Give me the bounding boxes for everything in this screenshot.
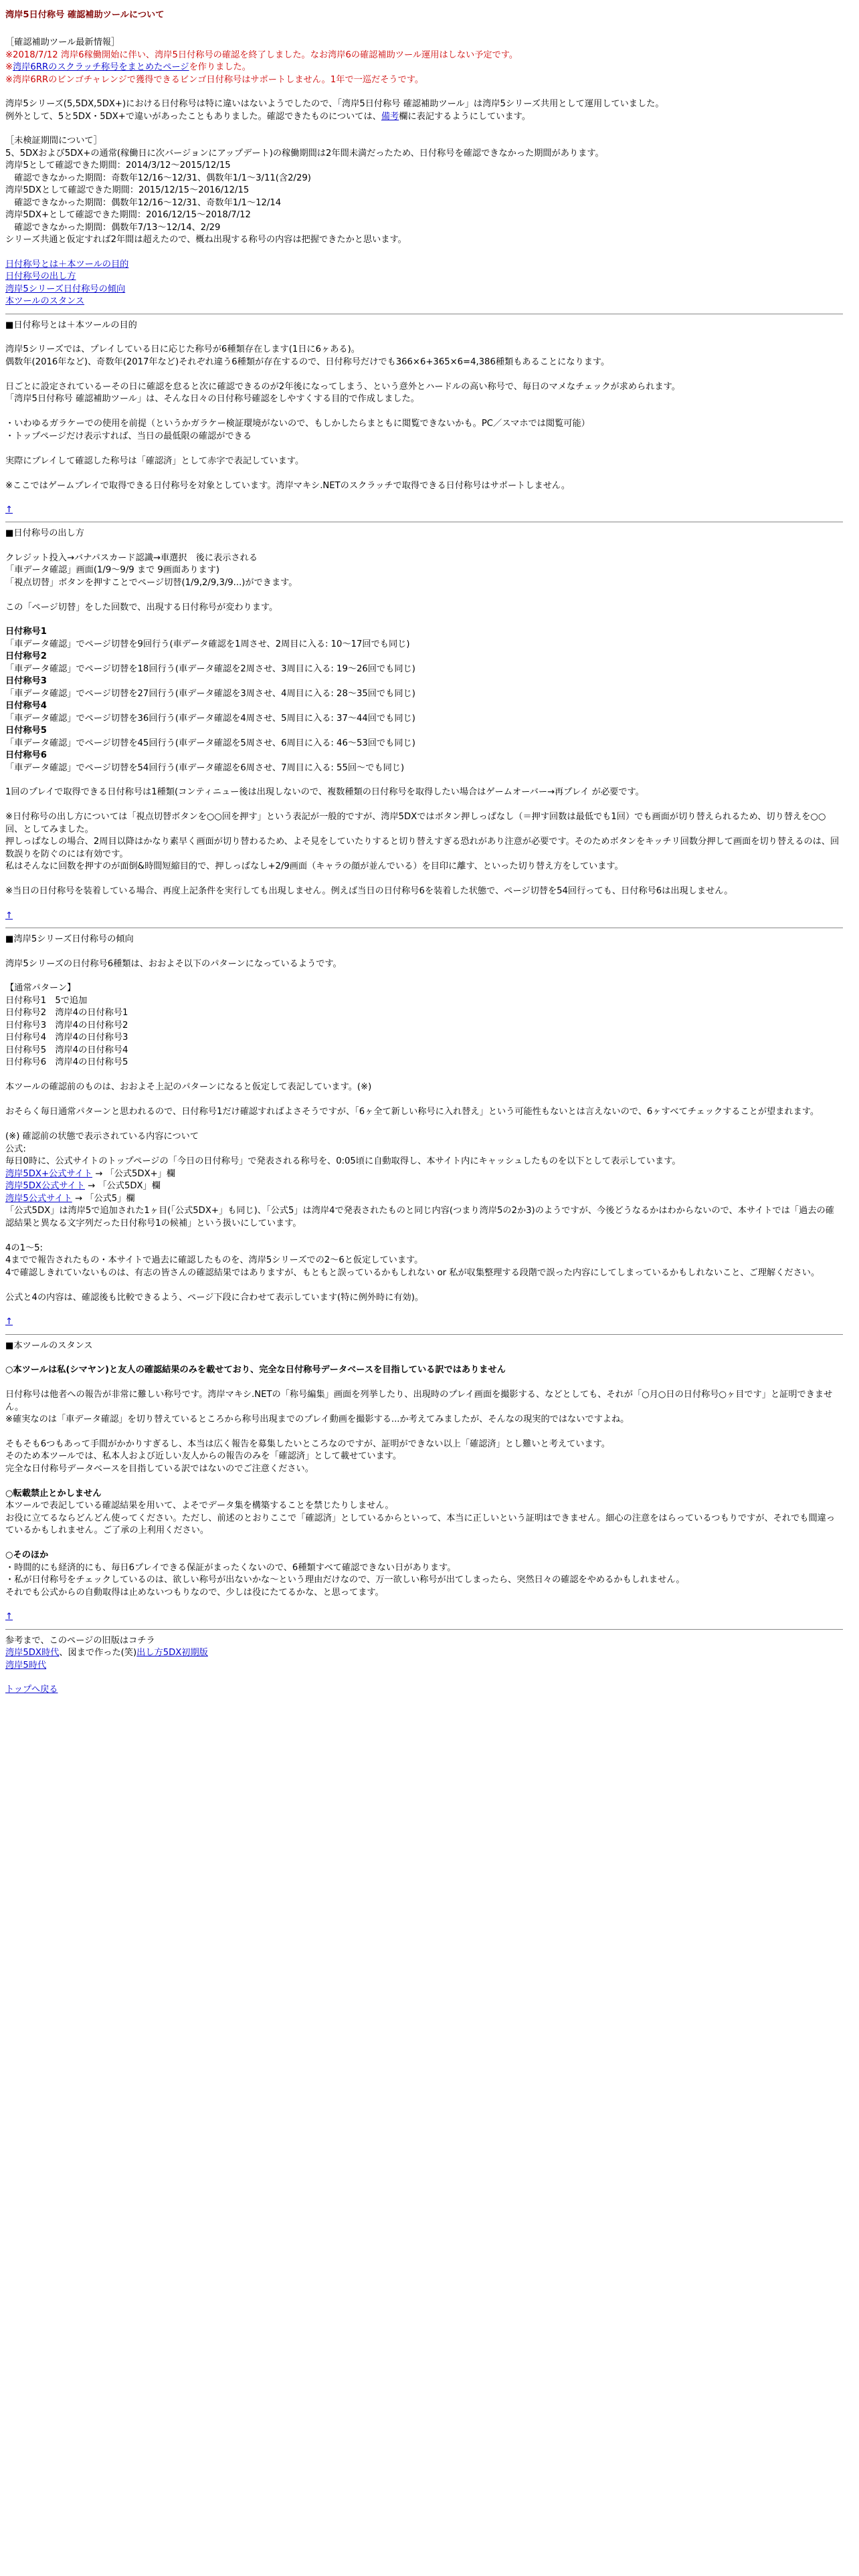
old-5-link[interactable]: 湾岸5時代 <box>5 1660 47 1671</box>
text-line: ・いわゆるガラケーでの使用を前提（というかガラケー検証環境がないので、もしかしたらまともに閲覧できないかも。PC／スマホでは閲覧可能） <box>5 419 590 429</box>
text-line: 湾岸5シリーズの日付称号6種類は、おおよそ以下のパターンになっているようです。 <box>5 958 342 969</box>
exception-note <box>5 111 843 123</box>
section-body <box>5 1377 843 1488</box>
section-body <box>5 344 843 492</box>
title-number-heading: 日付称号3 <box>5 676 47 687</box>
text-line: 日付称号は他者への報告が非常に難しい称号です。湾岸マキシ.NETの「称号編集」画面を列挙したり、出現時のプレイ画面を撮影する、などとしても、それが「○月○日の日付称号○ヶ目です」と証明できません。 <box>5 1390 833 1412</box>
title-number-method: 「車データ確認」でページ切替を27回行う(車データ確認を3周させ、4周目に入る: 28〜35回でも同じ) <box>5 688 415 699</box>
scratch-notice <box>5 62 843 74</box>
text-line <box>5 1279 843 1291</box>
toc-item <box>5 296 843 308</box>
section-title: ■日付称号とは＋本ツールの目的 <box>5 320 137 330</box>
text-line: 日付称号6 湾岸4の日付称号5 <box>5 1057 128 1068</box>
divider <box>5 1334 843 1335</box>
old-version-links-2 <box>5 1660 843 1672</box>
text-line <box>5 799 843 811</box>
official-site-row <box>5 1168 843 1180</box>
text-line: シリーズ共通と仮定すれば2年間は超えたので、概ね出現する称号の内容は把握できたかと思います。 <box>5 235 407 245</box>
text-line: おそらく毎日通常パターンと思われるので、日付称号1だけ確認すればよさそうですが、「6ヶ全て新しい称号に入れ替え」という可能性もないとは言えないので、6ヶすべてチェックすることが望まれます。 <box>5 1107 820 1117</box>
text-line <box>5 443 843 455</box>
official-site-row <box>5 1193 843 1205</box>
text-line <box>5 970 843 982</box>
bingo-notice: ※湾岸6RRのビンゴチャレンジで獲得できるビンゴ日付称号はサポートしません。1年で一巡だそうです。 <box>5 74 424 85</box>
title-number-heading: 日付称号6 <box>5 750 47 761</box>
official-site-link[interactable]: 湾岸5DX+公式サイト <box>5 1168 93 1179</box>
title-number-method: 「車データ確認」でページ切替を54回行う(車データ確認を6周させ、7周目に入る: 55回〜でも同じ) <box>5 762 405 773</box>
text-line <box>5 1426 843 1438</box>
text-line: ※確実なのは「車データ確認」を切り替えているところから称号出現までのプレイ動画を撮影する...か考えてみましたが、そんなの現実的ではないですよね。 <box>5 1414 630 1424</box>
text-line: 本ツールの確認前のものは、おおよそ上記のパターンになると仮定して表記しています。(※) <box>5 1082 372 1093</box>
section-title: ■日付称号の出し方 <box>5 528 84 539</box>
title-number-heading: 日付称号5 <box>5 726 47 736</box>
text-line: 1回のプレイで取得できる日付称号は1種類(コンティニュー後は出現しないので、複数種類の日付称号を取得したい場合はゲームオーバー→再プレイ が必要です。 <box>5 787 644 798</box>
text-line: ※ここではゲームプレイで取得できる日付称号を対象としています。湾岸マキシ.NETのスクラッチで取得できる日付称号はサポートしません。 <box>5 480 571 491</box>
text-line: 湾岸5DXとして確認できた期間：2015/12/15〜2016/12/15 <box>5 185 250 196</box>
text-line: 毎日0時に、公式サイトのトップページの「今日の日付称号」で発表される称号を、0:05頃に自動取得し、本サイト内にキャッシュしたものを以下として表示しています。 <box>5 1156 681 1167</box>
text-line: 「視点切替」ボタンを押すことでページ切替(1/9,2/9,3/9...)ができます。 <box>5 577 298 588</box>
footer <box>5 1635 843 1697</box>
text-line <box>5 873 843 885</box>
text-line <box>5 406 843 418</box>
back-to-top-arrow[interactable]: ↑ <box>5 1612 13 1622</box>
exception-note-prefix: 例外として、5と5DX・5DX+で違いがあったこともありました。確認できたものについては、 <box>5 111 381 122</box>
toc-item <box>5 284 843 296</box>
text-line <box>5 1377 843 1389</box>
text-line: 日ごとに設定されているーその日に確認を怠ると次に確認できるのが2年後になってしまう、という意外とハードルの高い称号で、毎日のマメなチェックが求められます。 <box>5 381 680 392</box>
section-title: ■本ツールのスタンス <box>5 1340 93 1351</box>
toc-link[interactable]: 本ツールのスタンス <box>5 296 85 307</box>
title-number-method: 「車データ確認」でページ切替を45回行う(車データ確認を5周させ、6周目に入る: 46〜53回でも同じ) <box>5 738 415 748</box>
text-line: 日付称号3 湾岸4の日付称号2 <box>5 1020 128 1031</box>
text-line: 4までで報告されたもの・本サイトで過去に確認したものを、湾岸5シリーズでの2〜6と仮定しています。 <box>5 1255 423 1266</box>
text-line: ※日付称号の出し方については「視点切替ボタンを○○回を押す」という表記が一般的ですが、湾岸5DXではボタン押しっぱなし（＝押す回数は最低でも1回）でも画面が切り替えられるため、切り替えを○○回、としてみました。 <box>5 812 826 835</box>
text-line: 日付称号4 湾岸4の日付称号3 <box>5 1033 128 1043</box>
section-body <box>5 552 843 614</box>
text-line: 本ツールで表記している確認結果を用いて、よそでデータ集を構築することを禁じたりしません。 <box>5 1501 394 1511</box>
text-line: ※当日の日付称号を装着している場合、再度上記条件を実行しても出現しません。例えば当日の日付称号6を装着した状態で、ページ切替を54回行っても、日付称号6は出現しません。 <box>5 886 733 897</box>
text-line: 湾岸5DX+として確認できた期間：2016/12/15〜2018/7/12 <box>5 210 251 221</box>
text-line: 日付称号2 湾岸4の日付称号1 <box>5 1008 128 1018</box>
intro-label: ［確認補助ツール最新情報］ <box>5 37 120 48</box>
title-method-list <box>5 626 843 774</box>
text-line: 確認できなかった期間：奇数年12/16〜12/31、偶数年1/1〜3/11(含2/29) <box>5 173 311 183</box>
old-5dx-howto-link[interactable]: 出し方5DX初期版 <box>136 1648 208 1658</box>
text-line: 偶数年(2016年など)、奇数年(2017年など)それぞれ違う6種類が存在するので、日付称号だけでも366×6+365×6=4,386種類もあることになります。 <box>5 356 610 367</box>
table-of-contents <box>5 259 843 308</box>
toc-link[interactable]: 日付称号の出し方 <box>5 272 76 282</box>
intro-section <box>5 37 843 246</box>
text-line: 4で確認しきれていないものは、有志の皆さんの確認結果ではありますが、もともと誤っているかもしれない or 私が収集整理する段階で誤った内容にしてしまっているかもしれないこと、ご理解ください。 <box>5 1267 820 1278</box>
remarks-link[interactable]: 備考 <box>381 111 399 122</box>
exception-note-suffix: 欄に表記するようにしています。 <box>399 111 531 122</box>
stance-heading: ○そのほか <box>5 1550 49 1561</box>
old-version-mid: 、図まで作った(笑) <box>59 1648 137 1658</box>
title-number-method: 「車データ確認」でページ切替を36回行う(車データ確認を4周させ、5周目に入る: 37〜44回でも同じ) <box>5 713 415 724</box>
back-to-top-arrow[interactable]: ↑ <box>5 910 13 921</box>
section-body <box>5 1562 843 1599</box>
text-line: 確認できなかった期間：偶数年12/16〜12/31、奇数年1/1〜12/14 <box>5 197 282 208</box>
toc-item <box>5 271 843 283</box>
text-line: お役に立てるならどんどん使ってください。ただし、前述のとおりここで「確認済」としているからといって、本当に正しいという証明はできません。細心の注意をはらっているつもりですが、それでも間違っているかもしれません。ご了承の上利用ください。 <box>5 1513 836 1536</box>
old-version-note: 参考まで、このページの旧版はコチラ <box>5 1635 155 1646</box>
text-line: そもそも6つもあって手間がかかりすぎるし、本当は広く報告を募集したいところなのですが、証明ができない以上「確認済」とし難いと考えています。 <box>5 1438 610 1449</box>
text-line: ・私が日付称号をチェックしているのは、欲しい称号が出ないかな〜という理由だけなので、万一欲しい称号が出てしまったら、突然日々の確認をやめるかもしれません。 <box>5 1575 685 1586</box>
period-label: ［未検証期間について］ <box>5 136 102 146</box>
section-tendency <box>5 934 843 1329</box>
text-line: 【通常パターン】 <box>5 983 76 994</box>
official-site-column: → 「公式5DX」欄 <box>84 1181 161 1192</box>
official-site-link[interactable]: 湾岸5DX公式サイト <box>5 1181 85 1192</box>
old-version-links <box>5 1647 843 1659</box>
section-body <box>5 958 843 1168</box>
text-line: ・時間的にも経済的にも、毎日6プレイできる保証がまったくないので、6種類すべて確認できない日があります。 <box>5 1562 456 1573</box>
title-number-method: 「車データ確認」でページ切替を9回行う(車データ確認を1周させ、2周目に入る: 10〜17回でも同じ) <box>5 639 410 649</box>
section-how-to <box>5 528 843 922</box>
text-line: そのため本ツールでは、私本人および近しい友人からの報告のみを「確認済」として載せています。 <box>5 1451 402 1462</box>
text-line: 「公式5DX」は湾岸5で追加された1ヶ目(「公式5DX+」も同じ)、「公式5」は湾岸4で発表されたものと同じ内容(つまり湾岸5の2か3)のようですが、今後どうなるかはわからないので、本サイトでは「過去の確認結果と異なる文字列だった日付称号1の候補」という扱いにしています。 <box>5 1206 834 1228</box>
text-line: 「湾岸5日付称号 確認補助ツール」は、そんな日々の日付称号確認をしやすくする目的で作成しました。 <box>5 394 419 405</box>
text-line <box>5 1094 843 1106</box>
text-line: 実際にプレイして確認した称号は「確認済」として赤字で表記しています。 <box>5 455 304 466</box>
scratch-page-link[interactable]: 湾岸6RRのスクラッチ称号をまとめたページ <box>13 62 189 73</box>
section-purpose <box>5 320 843 517</box>
title-number-heading: 日付称号1 <box>5 627 47 637</box>
text-line: 日付称号5 湾岸4の日付称号4 <box>5 1045 128 1055</box>
text-line: 公式と4の内容は、確認後も比較できるよう、ページ下段に合わせて表示しています(特に例外時に有効)。 <box>5 1292 424 1303</box>
text-line: この「ページ切替」をした回数で、出現する日付称号が変わります。 <box>5 602 278 613</box>
text-line <box>5 1475 843 1487</box>
official-site-links <box>5 1168 843 1205</box>
toc-item <box>5 259 843 271</box>
text-line <box>5 467 843 479</box>
section-title: ■湾岸5シリーズ日付称号の傾向 <box>5 934 134 945</box>
text-line <box>5 1119 843 1131</box>
text-line: 公式: <box>5 1144 26 1154</box>
series-note: 湾岸5シリーズ(5,5DX,5DX+)における日付称号は特に違いはないようでしたので、「湾岸5日付称号 確認補助ツール」は湾岸5シリーズ共用として運用していました。 <box>5 99 664 110</box>
page-title: 湾岸5日付称号 確認補助ツールについて <box>5 10 165 20</box>
section-stance <box>5 1340 843 1624</box>
scratch-notice-suffix: を作りました。 <box>189 62 251 73</box>
text-line: (※) 確認前の状態で表示されている内容について <box>5 1132 199 1142</box>
title-number-heading: 日付称号2 <box>5 651 47 662</box>
text-line: 押しっぱなしの場合、2周目以降はかなり素早く画面が切り替わるため、よそ見をしていたりすると切り替えすぎる恐れがあり注意が必要です。そのためボタンをキッチリ回数分押して画面を切り替えるのは、回数誤りを防ぐのには有効です。 <box>5 837 840 859</box>
section-body <box>5 786 843 897</box>
toc-link[interactable]: 日付称号とは＋本ツールの目的 <box>5 259 129 270</box>
text-line: 完全な日付称号データベースを目指している訳ではないのでご注意ください。 <box>5 1463 314 1474</box>
back-to-top-arrow[interactable]: ↑ <box>5 1317 13 1327</box>
divider <box>5 1629 843 1630</box>
text-line: 確認できなかった期間：偶数年7/13〜12/14、2/29 <box>5 222 221 233</box>
text-line: 4の1〜5: <box>5 1243 43 1253</box>
text-line: 5、5DXおよび5DX+の通常(稼働日に次バージョンにアップデート)の稼働期間は2年間未満だったため、日付称号を確認できなかった期間があります。 <box>5 148 604 158</box>
title-number-heading: 日付称号4 <box>5 701 47 712</box>
official-site-row <box>5 1180 843 1192</box>
text-line: それでも公式からの自動取得は止めないつもりなので、少しは役にたてるかな、と思ってます。 <box>5 1587 384 1598</box>
text-line <box>5 1069 843 1081</box>
section-body <box>5 1500 843 1549</box>
back-to-top-link[interactable]: トップへ戻る <box>5 1685 58 1695</box>
text-line: 日付称号1 5で追加 <box>5 995 88 1006</box>
text-line: ・トップページだけ表示すれば、当日の最低限の確認ができる <box>5 431 252 441</box>
scratch-notice-prefix: ※ <box>5 62 13 73</box>
text-line: クレジット投入→バナパスカード認識→車選択 後に表示される <box>5 552 258 563</box>
text-line <box>5 1230 843 1242</box>
top-link-row <box>5 1684 843 1696</box>
official-site-link[interactable]: 湾岸5公式サイト <box>5 1193 72 1204</box>
toc-link[interactable]: 湾岸5シリーズ日付称号の傾向 <box>5 284 126 294</box>
text-line: 湾岸5として確認できた期間：2014/3/12〜2015/12/15 <box>5 160 231 171</box>
section-body <box>5 1205 843 1304</box>
official-site-column: → 「公式5DX+」欄 <box>92 1168 176 1179</box>
text-line: 湾岸5シリーズでは、プレイしている日に応じた称号が6種類存在します(1日に6ヶある)。 <box>5 344 360 355</box>
text-line <box>5 1537 843 1549</box>
end-notice: ※2018/7/12 湾岸6稼働開始に伴い、湾岸5日付称号の確認を終了しました。なお湾岸6の確認補助ツール運用はしない予定です。 <box>5 49 518 60</box>
text-line <box>5 589 843 601</box>
stance-heading: ○本ツールは私(シマヤン)と友人の確認結果のみを載せており、完全な日付称号データベースを目指している訳ではありません <box>5 1365 506 1376</box>
text-line <box>5 368 843 381</box>
title-number-method: 「車データ確認」でページ切替を18回行う(車データ確認を2周させ、3周目に入る: 19〜26回でも同じ) <box>5 663 415 674</box>
period-lines <box>5 148 843 247</box>
old-5dx-link[interactable]: 湾岸5DX時代 <box>5 1648 60 1658</box>
back-to-top-arrow[interactable]: ↑ <box>5 504 13 515</box>
official-site-column: → 「公式5」欄 <box>72 1193 135 1204</box>
text-line: 私はそんなに回数を押すのが面倒&時間短縮目的で、押しっぱなし+2/9画面（キャラの顔が並んでいる）を目印に離す、といった切り替え方をしています。 <box>5 861 624 872</box>
text-line: 「車データ確認」画面(1/9〜9/9 まで 9画面あります) <box>5 565 220 576</box>
stance-heading: ○転載禁止とかしません <box>5 1488 102 1499</box>
